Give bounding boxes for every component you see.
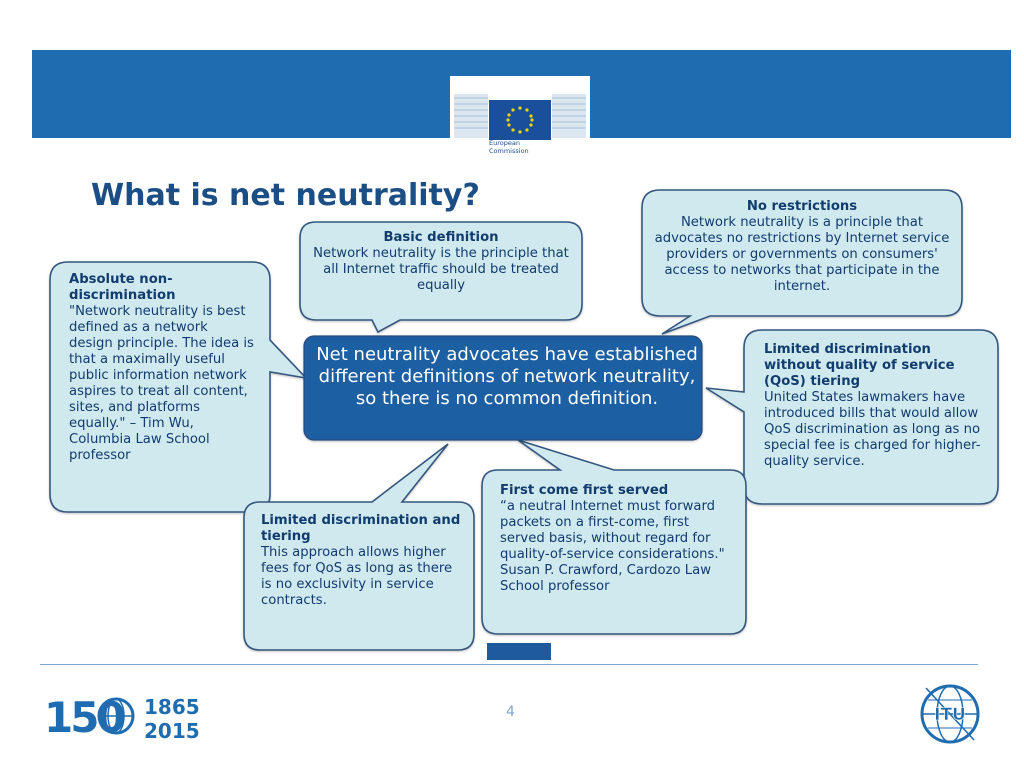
org-name-line1: European (489, 139, 520, 147)
bubble-fcfs-heading: First come first served (500, 483, 669, 498)
center-statement: Net neutrality advocates have established different definitions of network neutrality, so there is no common definition. (316, 344, 698, 409)
years-end: 2015 (144, 719, 200, 742)
bubble-limited-qos-text (764, 342, 990, 470)
years-start: 1865 (144, 695, 200, 719)
bubble-absolute-heading: Absolute non-discrimination (69, 272, 176, 303)
bubble-basic-body: Network neutrality is the principle that all Internet traffic should be treated equally (313, 246, 569, 293)
bubble-fcfs-body: “a neutral Internet must forward packets on a first-come, first served basis, without regard for quality-of-service considerations." Susan P. Crawford, Cardozo Law School professor (500, 499, 725, 594)
bubble-basic-heading: Basic definition (383, 230, 499, 245)
itu-label: ITU (934, 705, 966, 725)
page-number: 4 (506, 704, 515, 720)
bubble-limited-tier-body: This approach allows higher fees for QoS as long as there is no exclusivity in service contracts. (261, 545, 453, 608)
bubble-limited-tier-heading: Limited discrimination and tiering (261, 513, 461, 544)
bubble-absolute-body: "Network neutrality is best defined as a network design principle. The idea is that a maximally useful public information network aspires to treat all content, sites, and platforms equally." – Tim Wu, Columbia Law School professor (69, 304, 254, 463)
bubble-fcfs-text (500, 483, 736, 595)
bubble-norestrict-heading: No restrictions (746, 199, 858, 214)
bubble-limited-qos-body: United States lawmakers have introduced bills that would allow QoS discrimination as long as no special fee is charged for higher-quality service. (764, 390, 981, 469)
bubble-limited-qos-heading: Limited discrimination without quality of service (QoS) tiering (764, 342, 955, 389)
anniversary-number: 150 (44, 693, 123, 742)
bubble-norestrict-text (652, 199, 952, 295)
bubble-basic-text (312, 230, 570, 294)
itu-logo (916, 680, 984, 748)
itu-150-anniversary-logo (44, 690, 204, 742)
footer-divider (40, 664, 978, 665)
page-title: What is net neutrality? (91, 178, 480, 213)
org-name-line2: Commission (489, 147, 529, 155)
bubble-absolute-text (69, 272, 255, 464)
decorative-square (487, 643, 551, 660)
bubble-norestrict-body: Network neutrality is a principle that advocates no restrictions by Internet service providers or governments on consumers' access to networks that participate in the internet. (654, 215, 950, 294)
bubble-limited-tier-text (261, 513, 461, 609)
